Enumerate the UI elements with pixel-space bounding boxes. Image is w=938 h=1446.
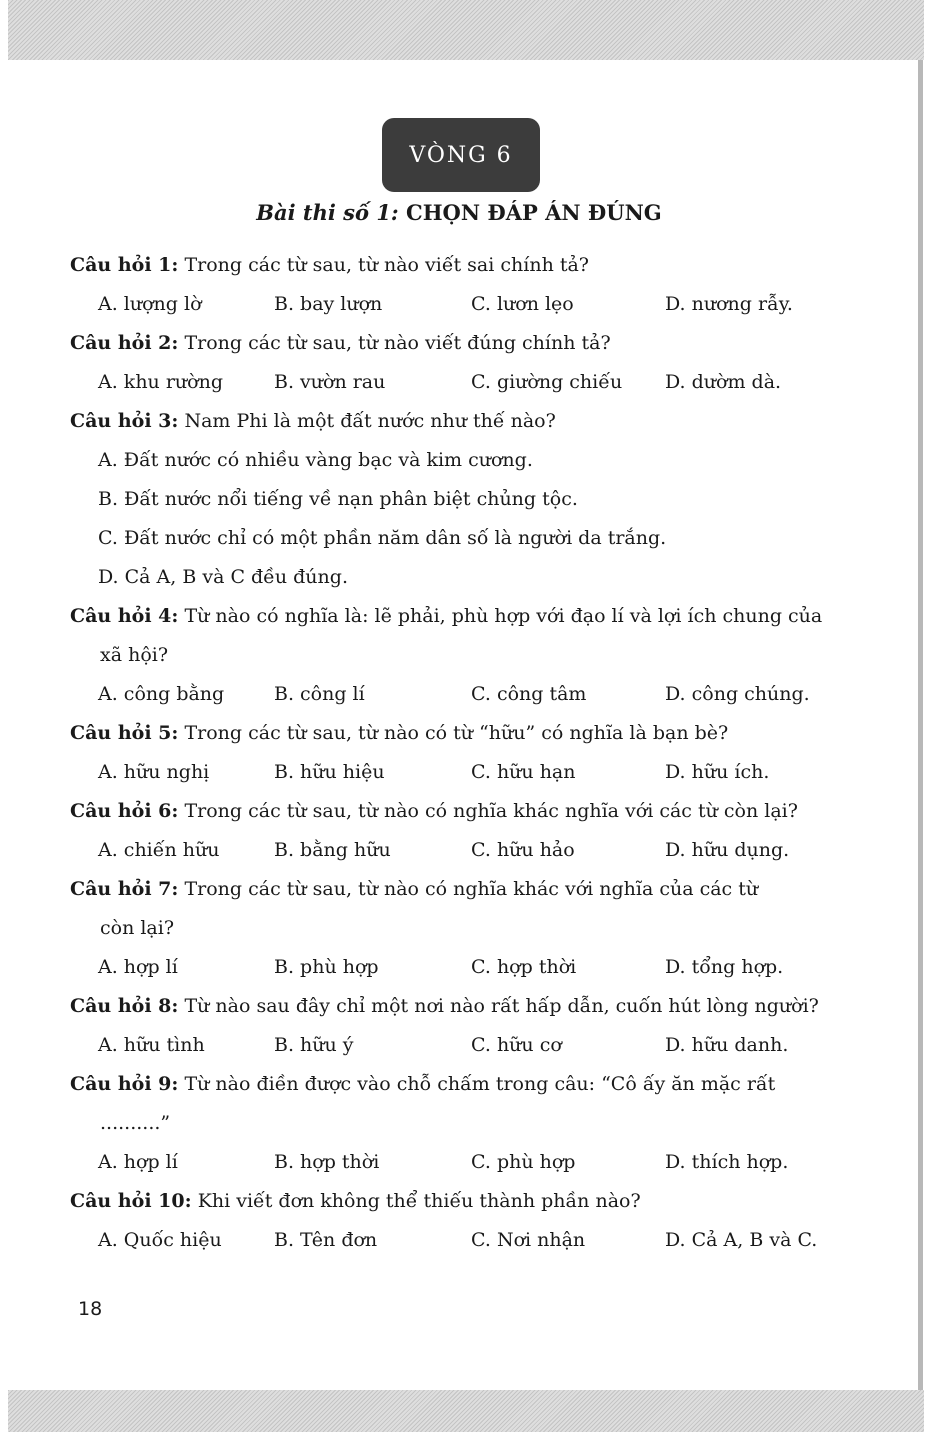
option-b[interactable]: B. vườn rau xyxy=(274,371,386,393)
option-c[interactable]: C. Nơi nhận xyxy=(471,1229,586,1251)
question-label: Câu hỏi 2: xyxy=(70,332,179,354)
exam-label: Bài thi số 1: xyxy=(256,200,399,225)
question-text: Trong các từ sau, từ nào có nghĩa khác nghĩa với các từ còn lại? xyxy=(184,800,798,822)
option-c[interactable]: C. hợp thời xyxy=(471,956,577,978)
option-a[interactable]: A. khu rường xyxy=(98,371,223,393)
option-c[interactable]: C. hữu cơ xyxy=(471,1034,562,1056)
option-b[interactable]: B. phù hợp xyxy=(274,956,379,978)
options-row xyxy=(70,285,870,324)
option-b[interactable]: B. Tên đơn xyxy=(274,1229,378,1251)
round-badge xyxy=(382,118,540,192)
question-label: Câu hỏi 8: xyxy=(70,995,179,1017)
page-edge xyxy=(918,60,923,1432)
exam-heading xyxy=(0,200,918,225)
option-b[interactable]: B. hữu hiệu xyxy=(274,761,385,783)
option-d[interactable]: D. nương rẫy. xyxy=(665,293,793,315)
exam-title: CHỌN ĐÁP ÁN ĐÚNG xyxy=(406,200,662,225)
option-c[interactable]: C. lươn lẹo xyxy=(471,293,574,315)
page-number: 18 xyxy=(78,1298,103,1320)
option-d[interactable]: D. công chúng. xyxy=(665,683,810,705)
option-d[interactable]: D. hữu danh. xyxy=(665,1034,789,1056)
question-label: Câu hỏi 1: xyxy=(70,254,179,276)
option-a[interactable]: A. Quốc hiệu xyxy=(98,1229,222,1251)
question-text: Trong các từ sau, từ nào viết đúng chính tả? xyxy=(184,332,611,354)
question-text: Trong các từ sau, từ nào viết sai chính tả? xyxy=(184,254,589,276)
option-b[interactable]: B. công lí xyxy=(274,683,365,705)
options-row xyxy=(70,675,870,714)
question-text-continued: xã hội? xyxy=(100,644,169,666)
options-row xyxy=(70,1221,870,1260)
question-3 xyxy=(70,402,870,441)
option-d[interactable]: D. hữu dụng. xyxy=(665,839,790,861)
question-9 xyxy=(70,1065,870,1104)
question-text: Từ nào điền được vào chỗ chấm trong câu: “Cô ấy ăn mặc rất xyxy=(184,1073,776,1095)
options-row xyxy=(70,363,870,402)
question-text-continued: ..........” xyxy=(100,1112,171,1134)
options-row xyxy=(70,831,870,870)
option-c[interactable]: C. Đất nước chỉ có một phần năm dân số là người da trắng. xyxy=(98,527,667,549)
option-b[interactable]: B. hợp thời xyxy=(274,1151,380,1173)
question-7 xyxy=(70,870,870,909)
option-c[interactable]: C. hữu hảo xyxy=(471,839,575,861)
question-text: Khi viết đơn không thể thiếu thành phần nào? xyxy=(197,1190,641,1212)
question-text: Trong các từ sau, từ nào có từ “hữu” có nghĩa là bạn bè? xyxy=(184,722,729,744)
option-a[interactable]: A. hợp lí xyxy=(98,1151,178,1173)
question-8 xyxy=(70,987,870,1026)
question-label: Câu hỏi 10: xyxy=(70,1190,192,1212)
option-d[interactable]: D. tổng hợp. xyxy=(665,956,784,978)
question-list xyxy=(70,246,870,1260)
question-6 xyxy=(70,792,870,831)
top-border-band xyxy=(8,0,924,60)
option-a[interactable]: A. hợp lí xyxy=(98,956,178,978)
question-1 xyxy=(70,246,870,285)
question-label: Câu hỏi 3: xyxy=(70,410,179,432)
option-b[interactable]: B. Đất nước nổi tiếng về nạn phân biệt chủng tộc. xyxy=(98,488,578,510)
option-c[interactable]: C. công tâm xyxy=(471,683,587,705)
options-row xyxy=(70,1026,870,1065)
question-text: Từ nào sau đây chỉ một nơi nào rất hấp dẫn, cuốn hút lòng người? xyxy=(184,995,819,1017)
options-row xyxy=(70,1143,870,1182)
option-c[interactable]: C. hữu hạn xyxy=(471,761,576,783)
option-d[interactable]: D. Cả A, B và C. xyxy=(665,1229,818,1251)
option-a[interactable]: A. hữu tình xyxy=(98,1034,205,1056)
question-label: Câu hỏi 7: xyxy=(70,878,179,900)
question-label: Câu hỏi 9: xyxy=(70,1073,179,1095)
option-b[interactable]: B. bằng hữu xyxy=(274,839,391,861)
question-10 xyxy=(70,1182,870,1221)
question-text: Từ nào có nghĩa là: lẽ phải, phù hợp với đạo lí và lợi ích chung của xyxy=(184,605,823,627)
options-row xyxy=(70,948,870,987)
option-d[interactable]: D. Cả A, B và C đều đúng. xyxy=(98,566,348,588)
question-label: Câu hỏi 6: xyxy=(70,800,179,822)
option-d[interactable]: D. hữu ích. xyxy=(665,761,770,783)
bottom-border-band xyxy=(8,1390,924,1432)
option-a[interactable]: A. Đất nước có nhiều vàng bạc và kim cương. xyxy=(98,449,533,471)
option-c[interactable]: C. giường chiếu xyxy=(471,371,623,393)
option-b[interactable]: B. hữu ý xyxy=(274,1034,354,1056)
question-2 xyxy=(70,324,870,363)
option-a[interactable]: A. công bằng xyxy=(98,683,225,705)
round-title: VÒNG 6 xyxy=(409,142,513,168)
question-4 xyxy=(70,597,870,636)
question-text-continued: còn lại? xyxy=(100,917,175,939)
question-text: Nam Phi là một đất nước như thế nào? xyxy=(184,410,556,432)
question-5 xyxy=(70,714,870,753)
options-row xyxy=(70,753,870,792)
question-label: Câu hỏi 5: xyxy=(70,722,179,744)
question-text: Trong các từ sau, từ nào có nghĩa khác với nghĩa của các từ xyxy=(184,878,759,900)
option-d[interactable]: D. dườm dà. xyxy=(665,371,782,393)
option-d[interactable]: D. thích hợp. xyxy=(665,1151,789,1173)
option-b[interactable]: B. bay lượn xyxy=(274,293,383,315)
option-a[interactable]: A. lượng lờ xyxy=(98,293,202,315)
question-label: Câu hỏi 4: xyxy=(70,605,179,627)
option-a[interactable]: A. chiến hữu xyxy=(98,839,220,861)
option-c[interactable]: C. phù hợp xyxy=(471,1151,576,1173)
option-a[interactable]: A. hữu nghị xyxy=(98,761,210,783)
